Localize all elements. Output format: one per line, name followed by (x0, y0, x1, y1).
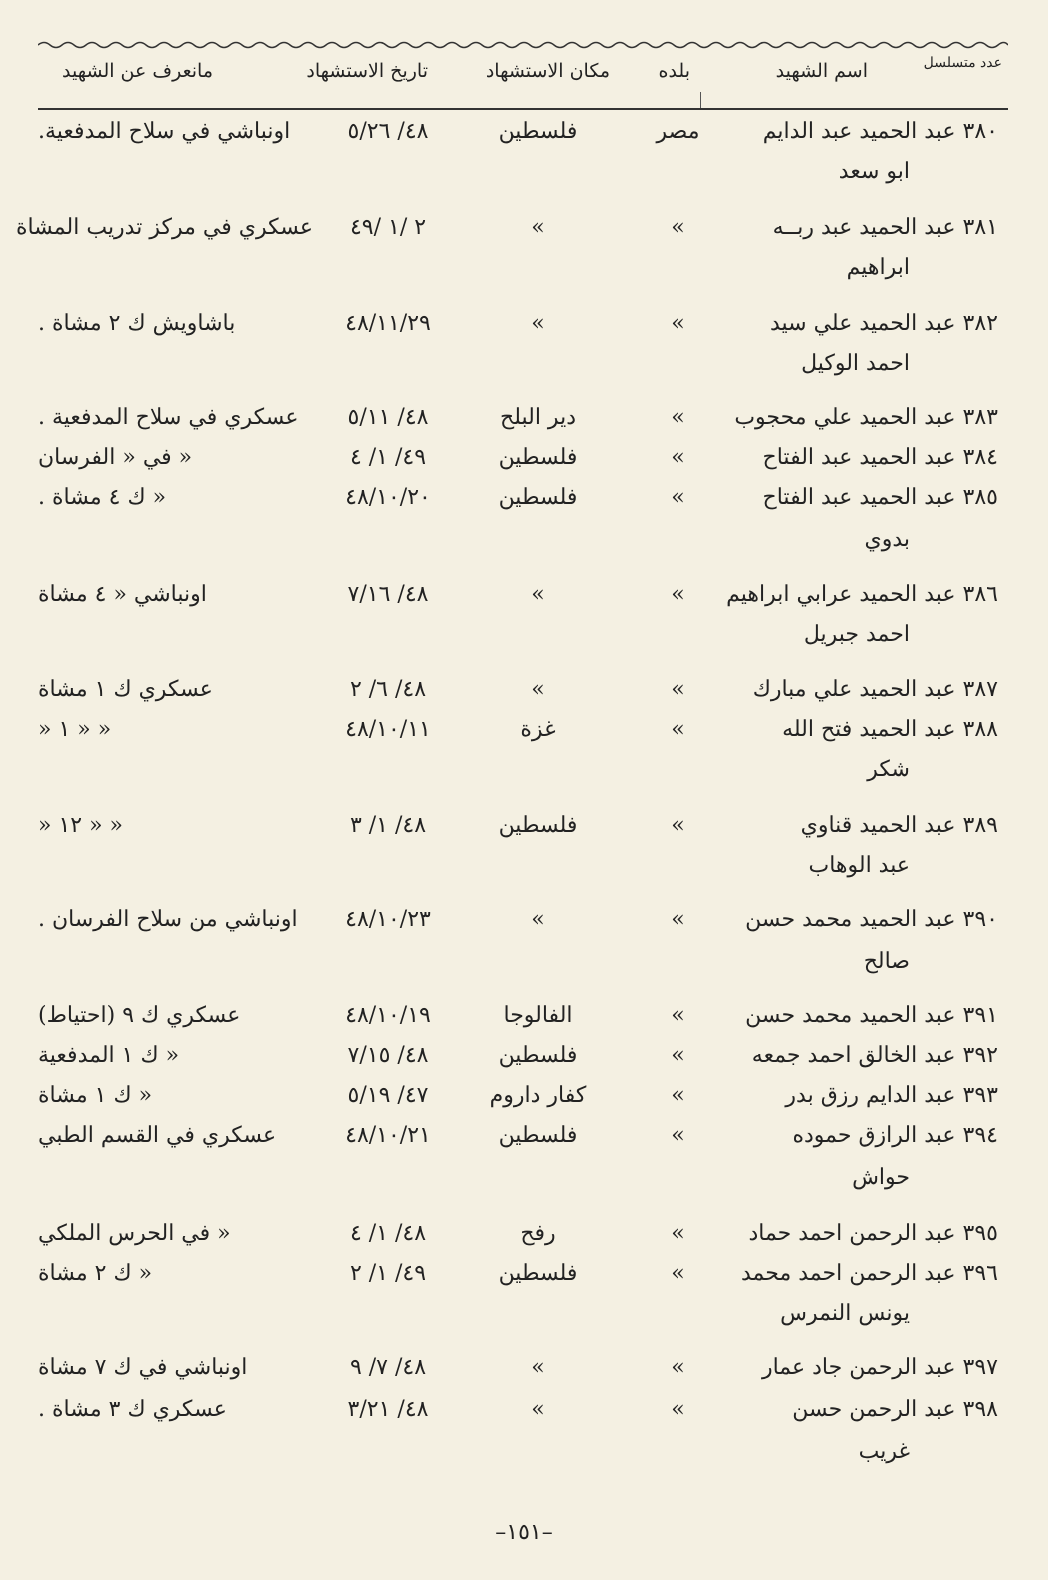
martyr-country: » (671, 907, 685, 932)
table-row (38, 1254, 1008, 1296)
martyr-known: باشاويش ك ٢ مشاة . (38, 311, 236, 336)
martyr-known: اونباشي من سلاح الفرسان . (38, 907, 298, 932)
martyr-name: ٣٨٧ عبد الحميد علي مبارك (752, 677, 998, 702)
martyr-name: ٣٩٣ عبد الدايم رزق بدر (785, 1083, 998, 1108)
martyr-place: » (531, 677, 545, 702)
martyr-known: عسكري في سلاح المدفعية . (38, 405, 299, 430)
martyr-country: » (671, 1003, 685, 1028)
martyr-country: » (671, 1221, 685, 1246)
martyr-name: ٣٨٨ عبد الحميد فتح الله (782, 717, 998, 742)
martyr-country: » (671, 215, 685, 240)
martyr-name-continuation: عبد الوهاب (808, 853, 910, 878)
table-row (38, 304, 1008, 346)
martyr-country: » (671, 485, 685, 510)
martyr-date: ٤٨/ ١/ ٣ (349, 813, 427, 838)
table-row (38, 575, 1008, 617)
martyr-country: » (671, 582, 685, 607)
martyr-place: فلسطين (498, 119, 578, 144)
martyr-country: » (671, 677, 685, 702)
table-row (38, 900, 1008, 942)
martyr-name-continuation: احمد الوكيل (801, 351, 910, 376)
table-row (38, 1116, 1008, 1158)
martyr-name: ٣٩١ عبد الحميد محمد حسن (745, 1003, 998, 1028)
page-number: –١٥١– (495, 1520, 553, 1545)
table-row (38, 478, 1008, 520)
martyr-known: عسكري ك ١ مشاة (38, 677, 213, 702)
martyr-place: » (531, 311, 545, 336)
table-row (38, 1390, 1008, 1432)
martyr-known: « في الحرس الملكي (38, 1221, 231, 1246)
martyr-known: عسكري ك ٣ مشاة . (38, 1397, 227, 1422)
martyr-name: ٣٩٦ عبد الرحمن احمد محمد (741, 1261, 998, 1286)
martyr-country: » (671, 445, 685, 470)
martyr-date: ٤٨/١٠/١٩ (345, 1003, 431, 1028)
martyr-country: » (671, 1397, 685, 1422)
martyr-place: فلسطين (498, 485, 578, 510)
martyr-date: ٤٨/ ٥/١١ (347, 405, 429, 430)
martyr-date: ٤٨/ ٣/٢١ (347, 1397, 429, 1422)
martyr-place: فلسطين (498, 813, 578, 838)
martyr-known: عسكري في مركز تدريب المشاة (15, 215, 313, 240)
martyr-place: غزة (520, 717, 556, 742)
martyr-country: » (671, 311, 685, 336)
martyr-date: ٤٨/١١/٢٩ (345, 311, 431, 336)
martyr-date: ٤٨/ ٦/ ٢ (349, 677, 427, 702)
martyr-name-continuation: حواش (852, 1165, 910, 1190)
header-name: اسم الشهيد (775, 60, 868, 82)
martyr-name-continuation: شكر (867, 757, 910, 782)
top-wavy-rule (38, 40, 1008, 50)
martyr-name-continuation: ابراهيم (846, 255, 910, 280)
martyr-known: « ك ١ المدفعية (38, 1043, 180, 1068)
martyr-name-continuation: ابو سعد (838, 159, 910, 184)
martyr-name: ٣٨٩ عبد الحميد قناوي (800, 813, 998, 838)
table-row (38, 670, 1008, 712)
martyr-known: عسكري ك ٩ (احتياط) (38, 1003, 241, 1028)
header-country: بلده (658, 60, 690, 82)
martyr-place: كفار داروم (489, 1083, 587, 1108)
martyr-name-continuation: بدوي (864, 527, 910, 552)
martyr-known: « « ١٢ « (38, 813, 123, 838)
table-row (38, 398, 1008, 440)
table-row (38, 710, 1008, 752)
martyr-name-continuation: صالح (863, 949, 910, 974)
martyr-date: ٤٨/ ٥/٢٦ (347, 119, 429, 144)
martyr-date: ٤٨/١٠/٢٠ (345, 485, 431, 510)
martyr-name-continuation: احمد جبريل (803, 622, 910, 647)
martyr-known: « ك ٤ مشاة . (38, 485, 167, 510)
table-row (15, 208, 1008, 250)
martyr-known: اونباشي في ك ٧ مشاة (38, 1355, 248, 1380)
martyr-place: فلسطين (498, 1261, 578, 1286)
martyr-place: » (531, 582, 545, 607)
header-known: مانعرف عن الشهيد (62, 60, 213, 82)
martyr-country: » (671, 1043, 685, 1068)
martyr-known: « « ١ « (38, 717, 112, 742)
martyr-country: » (671, 1123, 685, 1148)
martyr-name: ٣٨٤ عبد الحميد عبد الفتاح (762, 445, 998, 470)
martyr-place: » (531, 1397, 545, 1422)
martyr-place: » (531, 907, 545, 932)
table-row (38, 1036, 1008, 1078)
martyr-date: ٤٩/ ١/ ٢ (349, 1261, 427, 1286)
table-header (38, 52, 1008, 110)
table-row (38, 996, 1008, 1038)
martyr-name: ٣٨٣ عبد الحميد علي محجوب (734, 405, 998, 430)
header-date: تاريخ الاستشهاد (306, 60, 428, 82)
martyr-date: ٤٨/١٠/٢١ (345, 1123, 431, 1148)
martyr-name: ٣٨٥ عبد الحميد عبد الفتاح (762, 485, 998, 510)
martyr-place: » (531, 215, 545, 240)
martyr-name: ٣٨٢ عبد الحميد علي سيد (769, 311, 998, 336)
martyr-name: ٣٩٢ عبد الخالق احمد جمعه (751, 1043, 998, 1068)
martyr-place: فلسطين (498, 1043, 578, 1068)
table-row (38, 806, 1008, 848)
martyr-known: اونباشي في سلاح المدفعية. (38, 119, 291, 144)
martyr-date: ٤٨/ ٧/١٥ (347, 1043, 429, 1068)
martyr-date: ٤٨/ ٧/١٦ (347, 582, 429, 607)
martyr-country: » (671, 717, 685, 742)
martyr-name: ٣٨٦ عبد الحميد عرابي ابراهيم (726, 582, 998, 607)
table-row (38, 112, 1008, 154)
martyr-name: ٣٨١ عبد الحميد عبد ربــه (772, 215, 998, 240)
martyr-known: اونباشي « ٤ مشاة (38, 582, 207, 607)
martyr-place: فلسطين (498, 1123, 578, 1148)
martyr-country: مصر (656, 119, 700, 144)
martyr-country: » (671, 1083, 685, 1108)
martyr-name: ٣٩٤ عبد الرازق حموده (792, 1123, 998, 1148)
martyr-date: ٤٨/ ١/ ٤ (349, 1221, 427, 1246)
martyr-known: « ك ١ مشاة (38, 1083, 153, 1108)
martyr-name-continuation: غريب (858, 1439, 910, 1464)
header-place: مكان الاستشهاد (485, 60, 610, 82)
martyr-known: « في « الفرسان (38, 445, 193, 470)
martyr-date: ٤٩/ ١/ ٤ (349, 445, 427, 470)
martyr-country: » (671, 813, 685, 838)
martyr-place: فلسطين (498, 445, 578, 470)
table-row (38, 1348, 1008, 1390)
martyr-known: « ك ٢ مشاة (38, 1261, 153, 1286)
header-rule (38, 108, 1008, 110)
martyr-name: ٣٨٠ عبد الحميد عبد الدايم (762, 119, 998, 144)
martyr-name-continuation: يونس النمرس (780, 1301, 910, 1326)
martyr-country: » (671, 1261, 685, 1286)
table-row (38, 438, 1008, 480)
martyr-date: ٤٨/١٠/١١ (345, 717, 431, 742)
martyr-place: دير البلح (500, 405, 576, 430)
martyr-name: ٣٩٠ عبد الحميد محمد حسن (745, 907, 998, 932)
martyr-date: ٤٨/ ٧/ ٩ (349, 1355, 427, 1380)
martyr-known: عسكري في القسم الطبي (38, 1123, 277, 1148)
martyr-date: ٤٨/١٠/٢٣ (345, 907, 431, 932)
martyr-date: ٤٧/ ٥/١٩ (347, 1083, 429, 1108)
martyr-date: ٢ /١ /٤٩ (349, 215, 427, 240)
table-row (38, 1076, 1008, 1118)
martyr-name: ٣٩٥ عبد الرحمن احمد حماد (748, 1221, 998, 1246)
header-serial: عدد متسلسل (923, 55, 1002, 71)
martyr-name: ٣٩٧ عبد الرحمن جاد عمار (761, 1355, 998, 1380)
martyr-place: » (531, 1355, 545, 1380)
martyr-place: رفح (520, 1221, 556, 1246)
header-divider (700, 92, 701, 108)
martyr-place: الفالوجا (503, 1003, 573, 1028)
martyr-country: » (671, 405, 685, 430)
table-row (38, 1214, 1008, 1256)
martyr-name: ٣٩٨ عبد الرحمن حسن (792, 1397, 998, 1422)
martyr-country: » (671, 1355, 685, 1380)
